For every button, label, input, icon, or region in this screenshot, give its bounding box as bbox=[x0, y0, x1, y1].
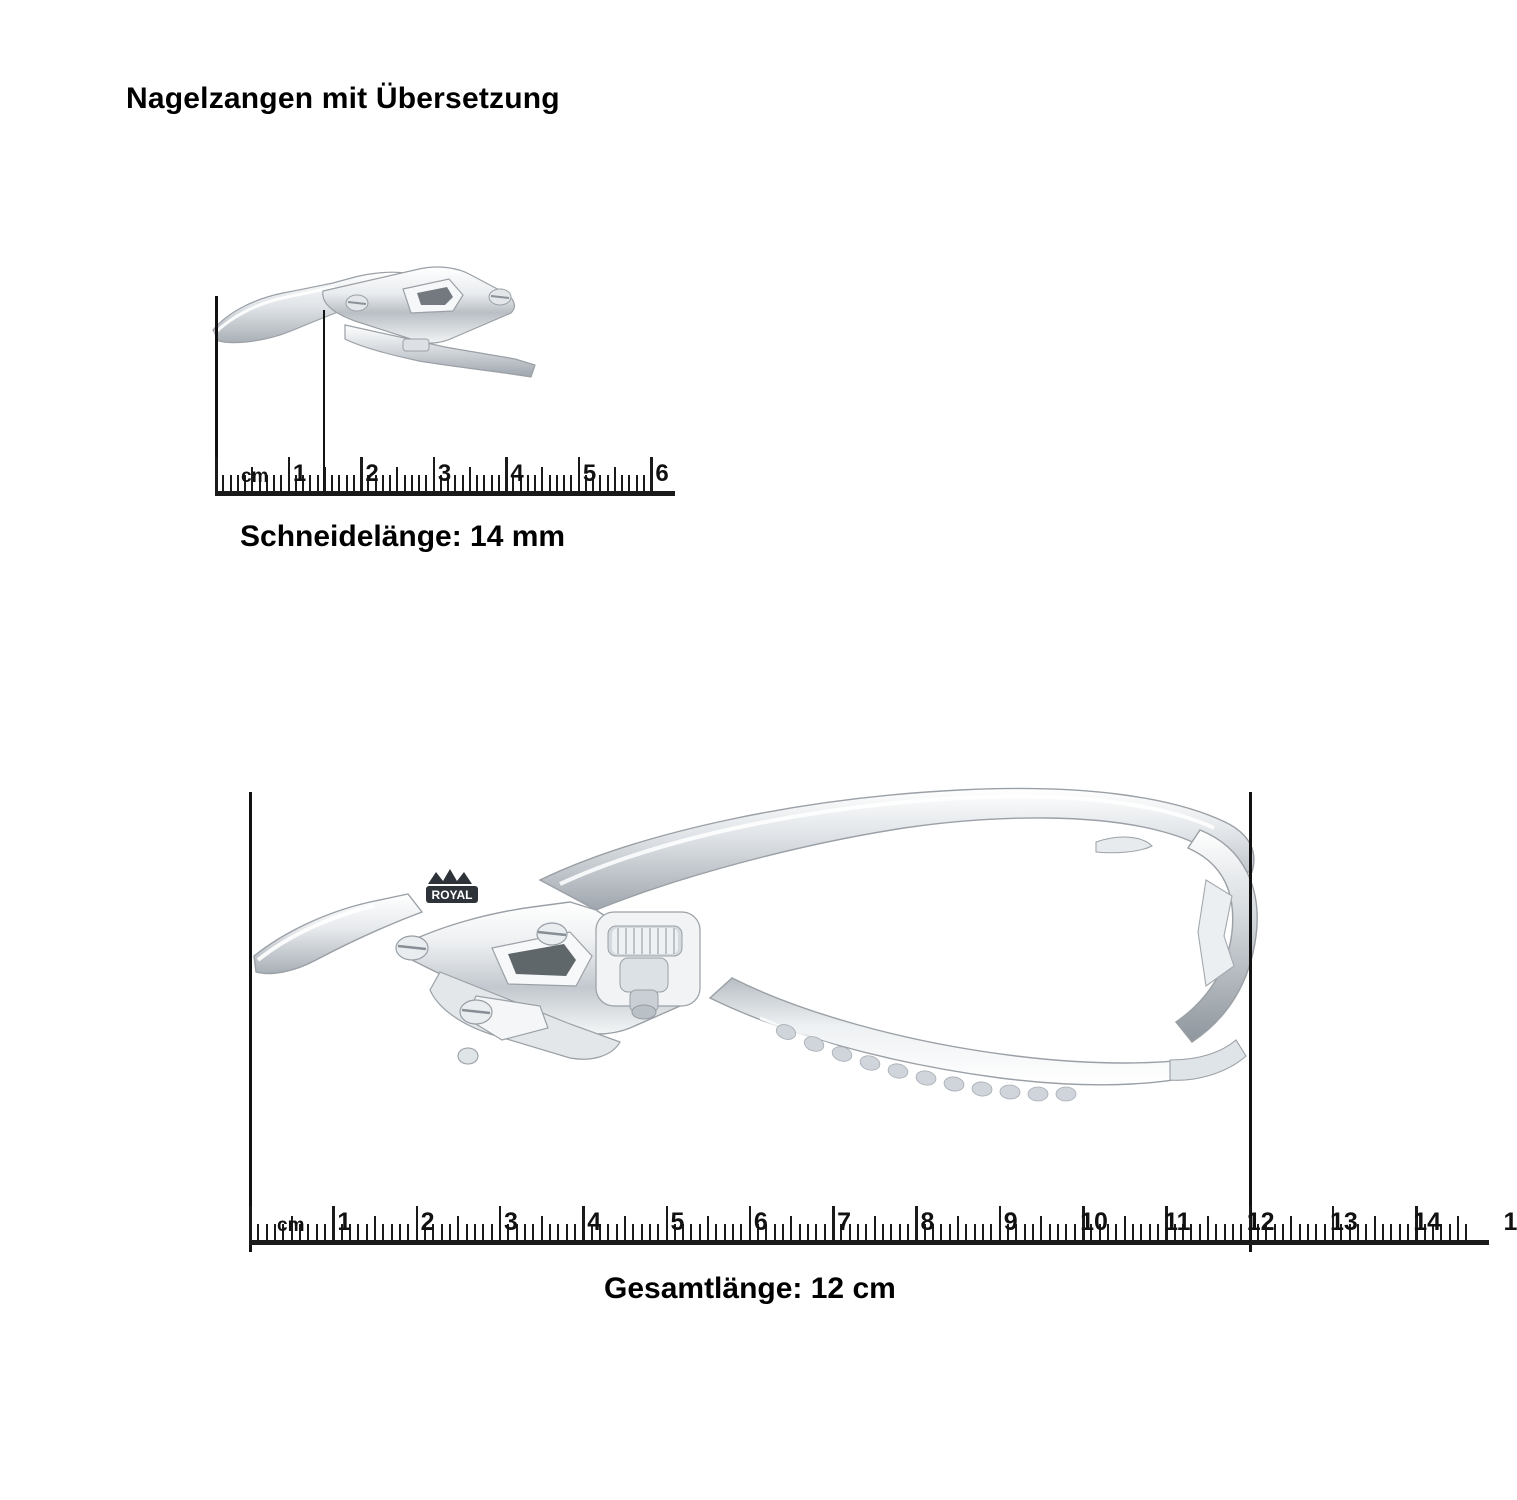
ruler-tick-minor bbox=[1399, 1224, 1401, 1240]
ruler-tick-minor bbox=[799, 1224, 801, 1240]
ruler-tick-minor bbox=[1299, 1224, 1301, 1240]
top-ruler bbox=[215, 428, 675, 496]
ruler-tick-minor bbox=[624, 1216, 626, 1240]
ruler-tick-minor bbox=[1324, 1224, 1326, 1240]
ruler-tick-minor bbox=[357, 1224, 359, 1240]
ruler-tick-major bbox=[666, 1206, 669, 1240]
ruler-tick-major bbox=[215, 457, 218, 491]
ruler-tick-major bbox=[360, 457, 363, 491]
ruler-tick-major bbox=[915, 1206, 918, 1240]
ruler-tick-minor bbox=[1224, 1224, 1226, 1240]
ruler-tick-minor bbox=[557, 1224, 559, 1240]
ruler-tick-minor bbox=[491, 475, 493, 491]
ruler-tick-major bbox=[749, 1206, 752, 1240]
ruler-tick-minor bbox=[882, 1224, 884, 1240]
ruler-tick-minor bbox=[474, 1224, 476, 1240]
ruler-number: 12 bbox=[1246, 1208, 1275, 1236]
ruler-tick-minor bbox=[1215, 1224, 1217, 1240]
ruler-tick-minor bbox=[498, 475, 500, 491]
ruler-number: 1 bbox=[1503, 1208, 1517, 1236]
ruler-tick-minor bbox=[1207, 1216, 1209, 1240]
ruler-tick-major bbox=[249, 1206, 252, 1240]
ruler-tick-minor bbox=[1157, 1224, 1159, 1240]
ruler-tick-minor bbox=[707, 1216, 709, 1240]
ruler-tick-minor bbox=[824, 1224, 826, 1240]
ruler-tick-minor bbox=[974, 1224, 976, 1240]
ruler-tick-minor bbox=[541, 467, 543, 491]
ruler-tick-minor bbox=[616, 1224, 618, 1240]
ruler-tick-minor bbox=[982, 1224, 984, 1240]
ruler-tick-minor bbox=[309, 475, 311, 491]
ruler-tick-minor bbox=[324, 1224, 326, 1240]
ruler-tick-major bbox=[416, 1206, 419, 1240]
ruler-number: 8 bbox=[920, 1208, 935, 1236]
ruler-tick-minor bbox=[524, 1224, 526, 1240]
ruler-tick-minor bbox=[532, 1224, 534, 1240]
top-ruler-baseline bbox=[215, 491, 675, 496]
ruler-tick-minor bbox=[899, 1224, 901, 1240]
ruler-tick-minor bbox=[331, 475, 333, 491]
ruler-tick-minor bbox=[1032, 1224, 1034, 1240]
ruler-tick-minor bbox=[483, 475, 485, 491]
ruler-tick-minor bbox=[556, 475, 558, 491]
ruler-tick-minor bbox=[230, 475, 232, 491]
ruler-tick-minor bbox=[628, 475, 630, 491]
ruler-tick-minor bbox=[324, 467, 326, 491]
ruler-tick-minor bbox=[1049, 1224, 1051, 1240]
ruler-tick-minor bbox=[1065, 1224, 1067, 1240]
ruler-tick-minor bbox=[237, 475, 239, 491]
ruler-tick-minor bbox=[1282, 1224, 1284, 1240]
ruler-tick-minor bbox=[1124, 1216, 1126, 1240]
ruler-tick-minor bbox=[574, 1224, 576, 1240]
ruler-tick-minor bbox=[940, 1224, 942, 1240]
ruler-tick-minor bbox=[317, 475, 319, 491]
ruler-tick-minor bbox=[466, 1224, 468, 1240]
ruler-tick-minor bbox=[690, 1224, 692, 1240]
ruler-tick-minor bbox=[382, 475, 384, 491]
ruler-tick-minor bbox=[649, 1224, 651, 1240]
ruler-number: 1 bbox=[292, 460, 307, 487]
ruler-tick-minor bbox=[699, 1224, 701, 1240]
ruler-tick-minor bbox=[1240, 1224, 1242, 1240]
ruler-tick-major bbox=[433, 457, 436, 491]
ruler-tick-minor bbox=[1115, 1224, 1117, 1240]
ruler-tick-minor bbox=[374, 1216, 376, 1240]
ruler-tick-minor bbox=[636, 475, 638, 491]
ruler-tick-minor bbox=[949, 1224, 951, 1240]
ruler-tick-minor bbox=[316, 1224, 318, 1240]
ruler-tick-minor bbox=[353, 475, 355, 491]
ruler-number: 6 bbox=[753, 1208, 768, 1236]
ruler-tick-minor bbox=[346, 475, 348, 491]
ruler-tick-minor bbox=[454, 475, 456, 491]
ruler-tick-minor bbox=[621, 475, 623, 491]
ruler-number: 3 bbox=[503, 1208, 518, 1236]
ruler-tick-major bbox=[582, 1206, 585, 1240]
ruler-tick-minor bbox=[338, 475, 340, 491]
ruler-tick-minor bbox=[1407, 1224, 1409, 1240]
ruler-tick-minor bbox=[965, 1224, 967, 1240]
ruler-tick-major bbox=[499, 1206, 502, 1240]
ruler-number: 11 bbox=[1164, 1208, 1191, 1236]
ruler-tick-minor bbox=[476, 475, 478, 491]
bottom-ruler-baseline bbox=[249, 1240, 1489, 1245]
ruler-tick-minor bbox=[222, 475, 224, 491]
ruler-tick-minor bbox=[1290, 1216, 1292, 1240]
ruler-tick-minor bbox=[1149, 1224, 1151, 1240]
ruler-tick-minor bbox=[382, 1224, 384, 1240]
ruler-tick-minor bbox=[990, 1224, 992, 1240]
ruler-tick-minor bbox=[1315, 1224, 1317, 1240]
svg-text:ROYAL: ROYAL bbox=[431, 888, 473, 902]
ruler-tick-minor bbox=[1140, 1224, 1142, 1240]
ruler-tick-minor bbox=[257, 1224, 259, 1240]
ruler-tick-minor bbox=[657, 1224, 659, 1240]
ruler-tick-minor bbox=[418, 475, 420, 491]
ruler-tick-minor bbox=[441, 1224, 443, 1240]
ruler-tick-major bbox=[650, 457, 653, 491]
ruler-tick-minor bbox=[732, 1224, 734, 1240]
bottom-figure-caption: Gesamtlänge: 12 cm bbox=[604, 1272, 896, 1305]
ruler-number: 7 bbox=[837, 1208, 852, 1236]
ruler-number: 10 bbox=[1080, 1208, 1108, 1236]
ruler-tick-minor bbox=[1074, 1224, 1076, 1240]
ruler-number: 3 bbox=[437, 460, 452, 487]
ruler-tick-minor bbox=[874, 1216, 876, 1240]
ruler-tick-minor bbox=[457, 1216, 459, 1240]
ruler-tick-minor bbox=[1365, 1224, 1367, 1240]
ruler-number: 4 bbox=[587, 1208, 602, 1236]
page-title: Nagelzangen mit Übersetzung bbox=[126, 82, 560, 115]
ruler-tick-minor bbox=[1057, 1224, 1059, 1240]
ruler-tick-minor bbox=[724, 1224, 726, 1240]
ruler-tick-minor bbox=[790, 1216, 792, 1240]
bottom-ruler bbox=[249, 1133, 1517, 1245]
nail-nipper-full-image bbox=[240, 760, 1270, 1150]
ruler-tick-minor bbox=[641, 1224, 643, 1240]
ruler-tick-minor bbox=[280, 475, 282, 491]
ruler-tick-minor bbox=[469, 467, 471, 491]
ruler-number: 2 bbox=[365, 460, 379, 487]
ruler-tick-minor bbox=[599, 475, 601, 491]
ruler-tick-minor bbox=[566, 1224, 568, 1240]
ruler-tick-minor bbox=[366, 1224, 368, 1240]
ruler-tick-minor bbox=[1449, 1224, 1451, 1240]
ruler-tick-minor bbox=[643, 475, 645, 491]
ruler-tick-minor bbox=[1199, 1224, 1201, 1240]
ruler-tick-minor bbox=[425, 475, 427, 491]
ruler-tick-minor bbox=[391, 1224, 393, 1240]
ruler-tick-minor bbox=[1374, 1216, 1376, 1240]
ruler-unit-label: cm bbox=[241, 466, 269, 487]
ruler-unit-label: cm bbox=[277, 1215, 305, 1236]
ruler-tick-minor bbox=[266, 1224, 268, 1240]
ruler-tick-minor bbox=[449, 1224, 451, 1240]
ruler-tick-minor bbox=[541, 1216, 543, 1240]
ruler-tick-minor bbox=[1190, 1224, 1192, 1240]
ruler-tick-minor bbox=[563, 475, 565, 491]
ruler-tick-major bbox=[832, 1206, 835, 1240]
ruler-number: 5 bbox=[582, 460, 597, 487]
ruler-tick-minor bbox=[632, 1224, 634, 1240]
crown-logo bbox=[426, 869, 478, 903]
ruler-tick-minor bbox=[782, 1224, 784, 1240]
ruler-tick-minor bbox=[527, 475, 529, 491]
ruler-tick-minor bbox=[865, 1224, 867, 1240]
ruler-number: 1 bbox=[337, 1208, 352, 1236]
ruler-tick-minor bbox=[389, 475, 391, 491]
ruler-tick-minor bbox=[774, 1224, 776, 1240]
ruler-tick-minor bbox=[534, 475, 536, 491]
ruler-tick-minor bbox=[1382, 1224, 1384, 1240]
top-figure-caption: Schneidelänge: 14 mm bbox=[240, 520, 566, 553]
ruler-tick-minor bbox=[1390, 1224, 1392, 1240]
ruler-tick-minor bbox=[1040, 1216, 1042, 1240]
ruler-number: 2 bbox=[420, 1208, 435, 1236]
ruler-tick-minor bbox=[1307, 1224, 1309, 1240]
ruler-tick-minor bbox=[607, 475, 609, 491]
ruler-number: 14 bbox=[1413, 1208, 1442, 1236]
ruler-number: 6 bbox=[655, 460, 669, 487]
ruler-tick-minor bbox=[890, 1224, 892, 1240]
ruler-tick-minor bbox=[407, 1224, 409, 1240]
ruler-tick-minor bbox=[607, 1224, 609, 1240]
ruler-tick-minor bbox=[807, 1224, 809, 1240]
ruler-tick-minor bbox=[815, 1224, 817, 1240]
ruler-tick-minor bbox=[491, 1224, 493, 1240]
ruler-number: 13 bbox=[1329, 1208, 1358, 1236]
ruler-tick-minor bbox=[482, 1224, 484, 1240]
ruler-tick-minor bbox=[274, 1224, 276, 1240]
ruler-tick-minor bbox=[1132, 1224, 1134, 1240]
ruler-tick-minor bbox=[462, 475, 464, 491]
ruler-tick-minor bbox=[857, 1224, 859, 1240]
ruler-tick-minor bbox=[715, 1224, 717, 1240]
ruler-number: 4 bbox=[510, 460, 524, 487]
ruler-tick-minor bbox=[411, 475, 413, 491]
ruler-tick-minor bbox=[399, 1224, 401, 1240]
ruler-tick-major bbox=[288, 457, 291, 491]
ruler-tick-major bbox=[505, 457, 508, 491]
ruler-number: 9 bbox=[1003, 1208, 1018, 1236]
ruler-tick-minor bbox=[273, 475, 275, 491]
nail-nipper-head-image bbox=[205, 255, 545, 385]
ruler-tick-minor bbox=[907, 1224, 909, 1240]
ruler-tick-major bbox=[578, 457, 581, 491]
ruler-tick-minor bbox=[1465, 1224, 1467, 1240]
ruler-tick-major bbox=[332, 1206, 335, 1240]
ruler-tick-minor bbox=[957, 1216, 959, 1240]
ruler-tick-minor bbox=[1024, 1224, 1026, 1240]
ruler-tick-minor bbox=[740, 1224, 742, 1240]
ruler-tick-minor bbox=[396, 467, 398, 491]
ruler-tick-minor bbox=[404, 475, 406, 491]
ruler-tick-minor bbox=[1232, 1224, 1234, 1240]
ruler-tick-minor bbox=[549, 475, 551, 491]
ruler-tick-minor bbox=[1457, 1216, 1459, 1240]
ruler-number: 5 bbox=[670, 1208, 685, 1236]
ruler-tick-minor bbox=[549, 1224, 551, 1240]
ruler-tick-minor bbox=[614, 467, 616, 491]
ruler-tick-minor bbox=[570, 475, 572, 491]
ruler-tick-major bbox=[999, 1206, 1002, 1240]
ruler-tick-minor bbox=[307, 1224, 309, 1240]
